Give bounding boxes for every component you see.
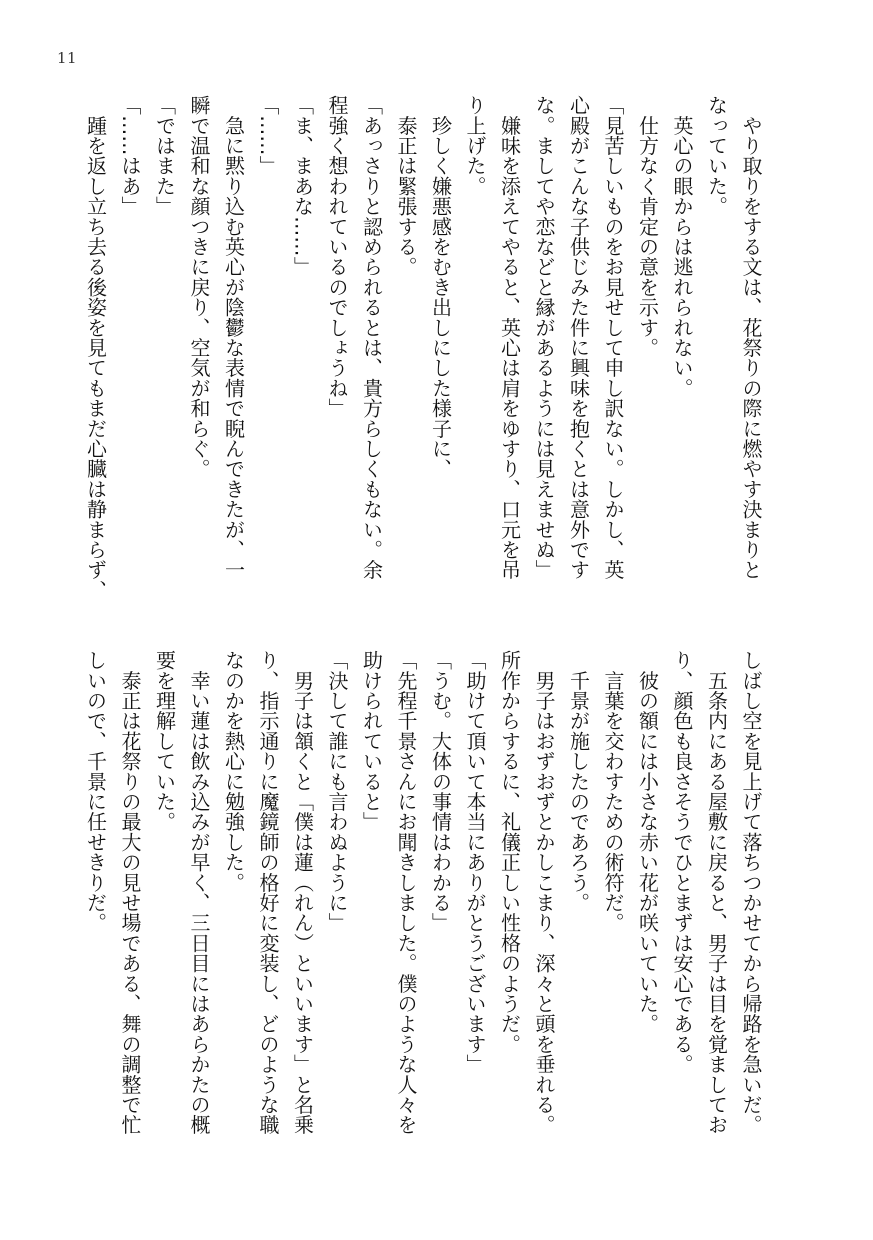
text-line: り、指示通りに魔鏡師の格好に変装し、どのような職 xyxy=(256,650,280,1135)
text-block-bottom-tier xyxy=(78,650,768,1135)
text-line: り、顔色も良さそうでひとまずは安心である。 xyxy=(670,650,694,1075)
text-line: 泰正は花祭りの最大の見せ場である、舞の調整で忙 xyxy=(118,650,142,1135)
text-line: 英心の眼からは逃れられない。 xyxy=(670,95,694,398)
text-line: 「……はあ」 xyxy=(118,95,142,217)
text-line: 五条内にある屋敷に戻ると、男子は目を覚ましてお xyxy=(704,650,729,1135)
text-line: 男子は頷くと「僕は蓮（れん）といいます」と名乗 xyxy=(290,650,315,1135)
text-line: 「あっさりと認められるとは、貴方らしくもない。余 xyxy=(359,95,384,580)
text-line: 「助けて頂いて本当にありがとうございます」 xyxy=(463,650,487,1075)
text-line: 踵を返し立ち去る後姿を見てもまだ心臓は静まらず、 xyxy=(83,95,108,600)
text-line: しばし空を見上げて落ちつかせてから帰路を急いだ。 xyxy=(739,650,763,1135)
text-line: 所作からするに、礼儀正しい性格のようだ。 xyxy=(497,650,522,1054)
text-line: やり取りをする文は、花祭りの際に燃やす決まりと xyxy=(739,95,763,580)
text-line: 泰正は緊張する。 xyxy=(394,95,418,277)
text-line: り上げた。 xyxy=(463,95,487,196)
text-line: 嫌味を添えてやると、英心は肩をゆすり、口元を吊 xyxy=(497,95,522,580)
text-line: 「ではまた」 xyxy=(152,95,177,217)
text-line: 心殿がこんな子供じみた件に興味を抱くとは意外です xyxy=(566,95,591,580)
text-line: なっていた。 xyxy=(704,95,729,217)
text-line: 男子はおずおずとかしこまり、深々と頭を垂れる。 xyxy=(532,650,556,1135)
text-line: な。ましてや恋などと縁があるようには見えませぬ」 xyxy=(532,95,556,580)
text-line: 言葉を交わすための術符だ。 xyxy=(601,650,625,933)
text-line: 珍しく嫌悪感をむき出しにした様子に、 xyxy=(428,95,453,479)
page-number: 11 xyxy=(57,49,78,67)
text-line: 千景が施したのであろう。 xyxy=(566,650,591,913)
text-line: 幸い蓮は飲み込みが早く、三日目にはあらかたの概 xyxy=(187,650,211,1135)
text-line: 瞬で温和な顔つきに戻り、空気が和らぐ。 xyxy=(187,95,211,479)
text-line: 彼の額には小さな赤い花が咲いていた。 xyxy=(635,650,660,1034)
text-line: 急に黙り込む英心が陰鬱な表情で睨んできたが、一 xyxy=(221,95,246,580)
text-line: 「……」 xyxy=(256,95,280,176)
text-block-top-tier xyxy=(78,95,768,600)
text-line: 「ま、まあな……」 xyxy=(290,95,315,277)
text-line: 程強く想われているのでしょうね」 xyxy=(325,95,349,419)
text-line: なのかを熱心に勉強した。 xyxy=(221,650,246,893)
text-line: 仕方なく肯定の意を示す。 xyxy=(635,95,660,358)
text-line: 「うむ。大体の事情はわかる」 xyxy=(428,650,453,933)
text-line: 要を理解していた。 xyxy=(152,650,177,832)
text-line: 「見苦しいものをお見せして申し訳ない。しかし、英 xyxy=(601,95,625,580)
text-line: 助けられていると」 xyxy=(359,650,384,832)
text-line: しいので、千景に任せきりだ。 xyxy=(83,650,108,933)
text-line: 「先程千景さんにお聞きしました。僕のような人々を xyxy=(394,650,418,1135)
text-line: 「決して誰にも言わぬように」 xyxy=(325,650,349,933)
